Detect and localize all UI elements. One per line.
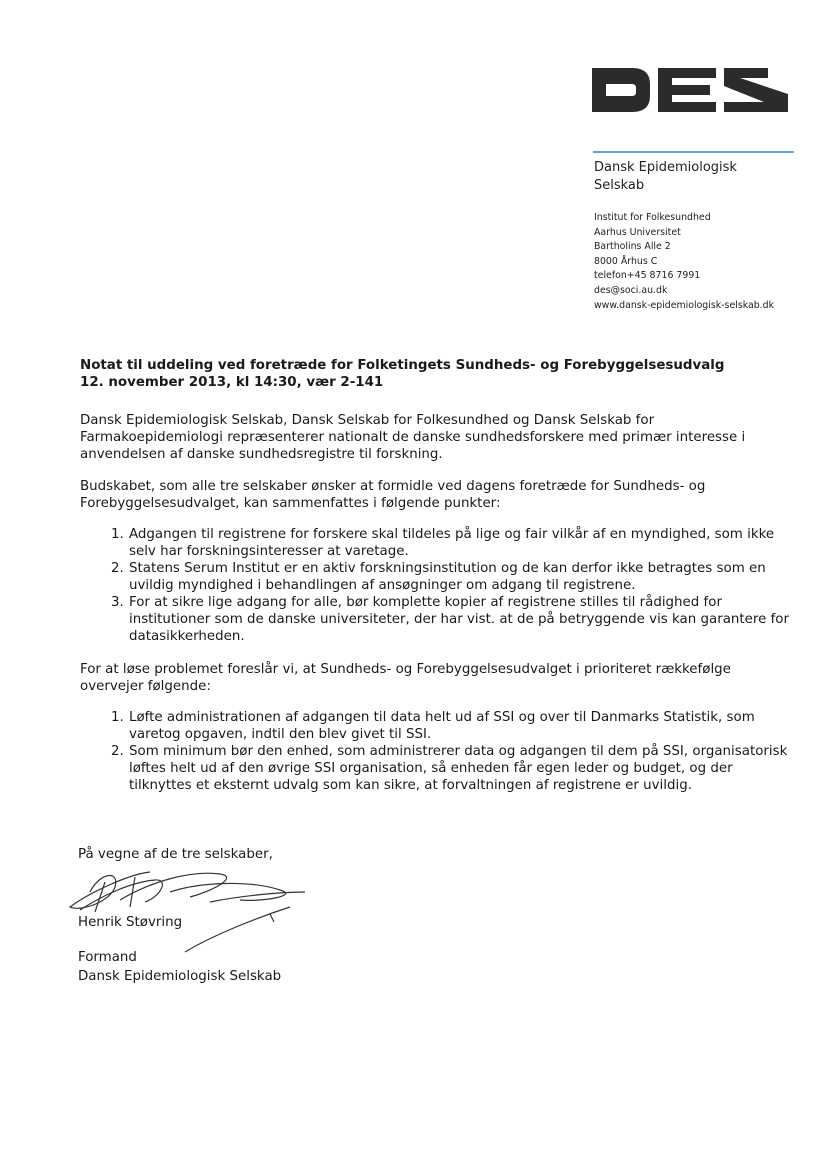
list-item: 2. Statens Serum Institut er en aktiv forskningsinstitution og de kan derfor ikke betragtes som en uvildig myndighed i behandlingen af ansøgninger om adgang til registrene. (128, 560, 792, 594)
signer-name: Henrik Støvring (78, 915, 183, 930)
handwritten-signature (60, 852, 320, 962)
title-line2: 12. november 2013, kl 14:30, vær 2-141 (80, 375, 384, 390)
paragraph-intro: Dansk Epidemiologisk Selskab, Dansk Selskab for Folkesundhed og Dansk Selskab for Farmakoepidemiologi repræsenterer nationalt de danske sundhedsforskere med primær interesse i anvendelsen af danske sundhedsregistre til forskning. (80, 413, 746, 462)
phone-line: telefon+45 8716 7991 (594, 270, 701, 282)
list-item: 2. Som minimum bør den enhed, som administrerer data og adgangen til dem på SSI, organisatorisk løftes helt ud af den øvrige SSI organisation, så enheden får egen leder og budget, og der tilknyttes et eksternt udvalg som kan sikre, at forvaltningen af registrene er uvildig. (128, 743, 792, 794)
title-line1: Notat til uddeling ved foretræde for Folketingets Sundheds- og Forebyggelsesudvalg (80, 358, 725, 373)
signer-role-block (78, 948, 281, 986)
list-item: 1. Adgangen til registrene for forskere skal tildeles på lige og fair vilkår af en myndighed, som ikke selv har forskningsinteresser at varetage. (128, 526, 792, 560)
des-logo (592, 68, 788, 112)
address-line: Bartholins Alle 2 (594, 241, 671, 253)
list-item: 1. Løfte administrationen af adgangen til data helt ud af SSI og over til Danmarks Statistik, som varetog opgaven, indtil den blev givet til SSI. (128, 709, 792, 743)
address-line: Aarhus Universitet (594, 226, 681, 238)
proposal-list (80, 709, 792, 794)
address-block (594, 211, 824, 313)
points-list (80, 526, 792, 645)
document-title (80, 357, 792, 391)
paragraph-proposal: For at løse problemet foreslår vi, at Sundheds- og Forebyggelsesudvalget i prioriteret rækkefølge overvejer følgende: (80, 662, 731, 694)
org-name-line1: Dansk Epidemiologisk (594, 160, 737, 175)
address-line: 8000 Århus C (594, 255, 658, 267)
paragraph-message: Budskabet, som alle tre selskaber ønsker at formidle ved dagens foretræde for Sundheds- og Forebyggelsesudvalget, kan sammenfattes i følgende punkter: (80, 479, 706, 511)
signer-organization: Dansk Epidemiologisk Selskab (78, 969, 282, 984)
closing-line: På vegne af de tre selskaber, (78, 847, 273, 862)
website-line: www.dansk-epidemiologisk-selskab.dk (594, 299, 775, 311)
header-rule (593, 151, 794, 153)
address-line: Institut for Folkesundhed (594, 212, 711, 223)
email-line: des@soci.au.dk (594, 284, 668, 296)
org-name (594, 159, 794, 195)
list-item: 3. For at sikre lige adgang for alle, bør komplette kopier af registrene stilles til rådighed for institutioner som de danske universiteter, der har vist. at de på betryggende vis kan garantere for datasikkerheden. (128, 594, 792, 645)
org-name-line2: Selskab (594, 178, 645, 193)
signer-role: Formand (78, 950, 137, 965)
document-body (80, 357, 792, 794)
